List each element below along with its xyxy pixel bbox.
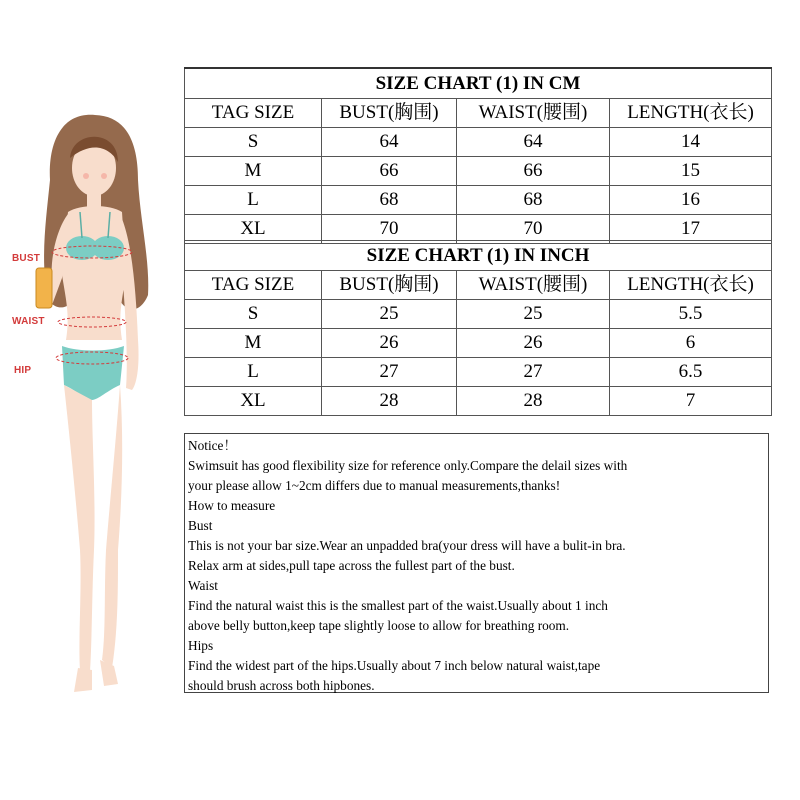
table-cell: 25: [457, 300, 610, 329]
table-cell: 64: [457, 128, 610, 157]
table-cell: 16: [610, 186, 772, 215]
table-cell: S: [185, 300, 322, 329]
column-header: LENGTH(衣长): [610, 271, 772, 300]
waist-label: WAIST: [12, 316, 45, 327]
size-chart-cm-table: [184, 67, 772, 244]
table-cell: XL: [185, 387, 322, 416]
table-cell: XL: [185, 215, 322, 244]
table-title: SIZE CHART (1) IN INCH: [185, 241, 772, 271]
hip-label: HIP: [14, 365, 32, 376]
table-row: [185, 186, 772, 215]
table-cell: 25: [322, 300, 457, 329]
table-row: [185, 128, 772, 157]
table-row: [185, 157, 772, 186]
column-header: TAG SIZE: [185, 271, 322, 300]
table-cell: 7: [610, 387, 772, 416]
notice-heading: Notice！: [188, 438, 237, 453]
notice-line: Bust: [188, 518, 213, 533]
table-cell: 6.5: [610, 358, 772, 387]
table-row: [185, 358, 772, 387]
size-chart-inch-table: [184, 240, 772, 416]
column-header: WAIST(腰围): [457, 271, 610, 300]
table-cell: 28: [457, 387, 610, 416]
notice-line: This is not your bar size.Wear an unpadded bra(your dress will have a bulit-in bra.: [188, 538, 626, 553]
notice-line: Swimsuit has good flexibility size for reference only.Compare the delail sizes with: [188, 458, 628, 473]
table-cell: 70: [457, 215, 610, 244]
column-header: TAG SIZE: [185, 99, 322, 128]
table-cell: 68: [322, 186, 457, 215]
bust-label: BUST: [12, 253, 41, 264]
table-cell: 14: [610, 128, 772, 157]
notice-line: Hips: [188, 638, 214, 653]
notice-line: How to measure: [188, 498, 276, 513]
column-header: BUST(胸围): [322, 99, 457, 128]
table-cell: 26: [457, 329, 610, 358]
notice-line: Waist: [188, 578, 218, 593]
table-cell: 70: [322, 215, 457, 244]
table-cell: M: [185, 329, 322, 358]
table-row: [185, 329, 772, 358]
notice-line: Relax arm at sides,pull tape across the fullest part of the bust.: [188, 558, 515, 573]
table-cell: 66: [457, 157, 610, 186]
table-row: [185, 387, 772, 416]
table-cell: 64: [322, 128, 457, 157]
table-cell: L: [185, 186, 322, 215]
table-cell: 28: [322, 387, 457, 416]
table-cell: M: [185, 157, 322, 186]
table-cell: 15: [610, 157, 772, 186]
notice-line: Find the widest part of the hips.Usually about 7 inch below natural waist,tape: [188, 658, 601, 673]
table-cell: L: [185, 358, 322, 387]
table-cell: 27: [457, 358, 610, 387]
column-header: WAIST(腰围): [457, 99, 610, 128]
table-cell: 17: [610, 215, 772, 244]
notice-line: Find the natural waist this is the smallest part of the waist.Usually about 1 inch: [188, 598, 608, 613]
table-cell: 66: [322, 157, 457, 186]
notice-line: above belly button,keep tape slightly loose to allow for breathing room.: [188, 618, 570, 633]
measurement-notice: [184, 433, 769, 693]
table-title: SIZE CHART (1) IN CM: [185, 68, 772, 99]
column-header: LENGTH(衣长): [610, 99, 772, 128]
column-header: BUST(胸围): [322, 271, 457, 300]
table-cell: 6: [610, 329, 772, 358]
table-cell: S: [185, 128, 322, 157]
table-cell: 68: [457, 186, 610, 215]
table-cell: 27: [322, 358, 457, 387]
notice-line: your please allow 1~2cm differs due to manual measurements,thanks!: [188, 478, 561, 493]
notice-line: should brush across both hipbones.: [188, 678, 375, 693]
model-figure: [0, 100, 185, 710]
model-illustration: [0, 100, 185, 710]
table-row: [185, 300, 772, 329]
table-cell: 26: [322, 329, 457, 358]
table-cell: 5.5: [610, 300, 772, 329]
